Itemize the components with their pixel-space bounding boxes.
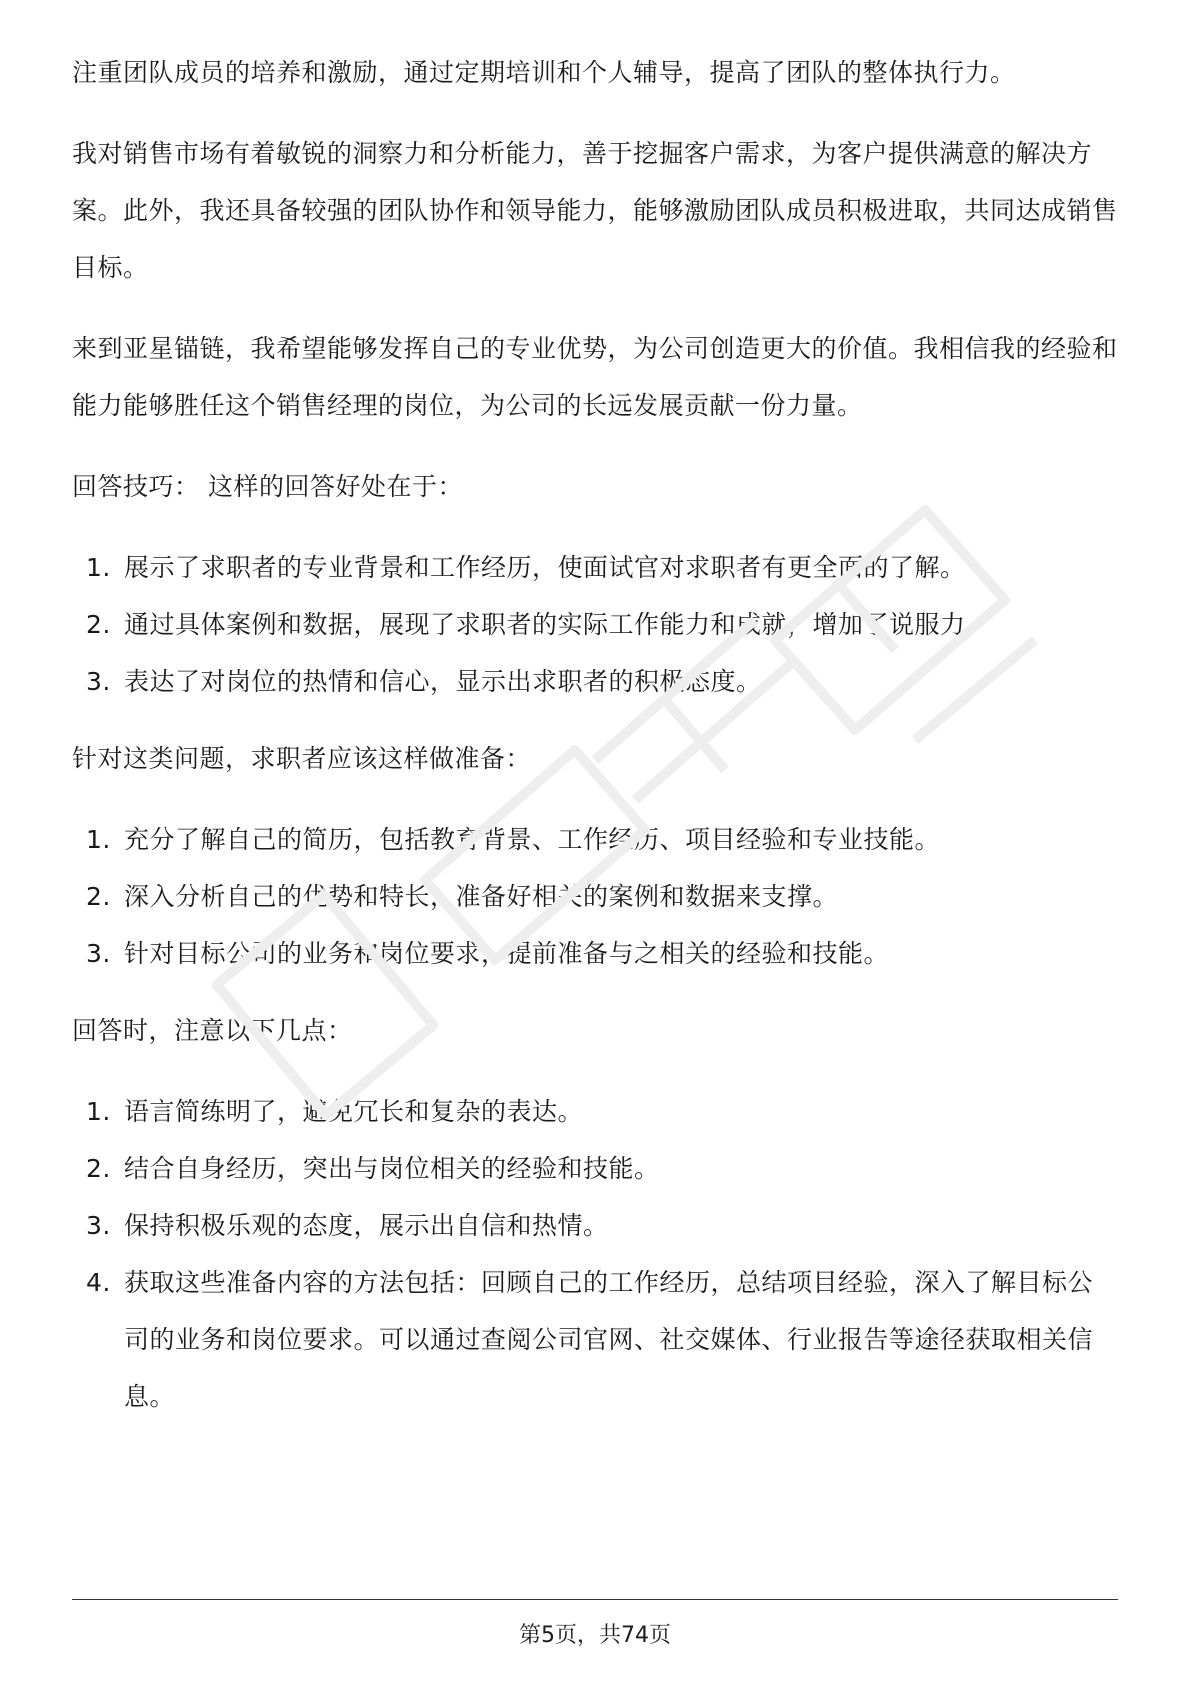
list-number: 4. bbox=[86, 1268, 111, 1297]
list-item bbox=[72, 811, 1118, 868]
footer-divider bbox=[72, 1599, 1118, 1600]
list-item bbox=[72, 868, 1118, 925]
list-item bbox=[72, 1254, 1118, 1425]
list-number: 1. bbox=[86, 825, 111, 854]
paragraph-team-development: 注重团队成员的培养和激励，通过定期培训和个人辅导，提高了团队的整体执行力。 bbox=[72, 58, 1016, 87]
notes-heading: 回答时，注意以下几点： bbox=[72, 1016, 353, 1045]
prep-list bbox=[72, 811, 1118, 982]
list-item-text: 获取这些准备内容的方法包括：回顾自己的工作经历，总结项目经验，深入了解目标公司的业务和岗位要求。可以通过查阅公司官网、社交媒体、行业报告等途径获取相关信息。 bbox=[124, 1268, 1094, 1411]
list-item-text: 语言简练明了，避免冗长和复杂的表达。 bbox=[124, 1097, 584, 1126]
page-number: 第5页，共74页 bbox=[519, 1623, 671, 1648]
list-item bbox=[72, 1083, 1118, 1140]
list-number: 3. bbox=[86, 1211, 111, 1240]
list-item bbox=[72, 539, 1118, 596]
list-item bbox=[72, 925, 1118, 982]
list-item-text: 针对目标公司的业务和岗位要求，提前准备与之相关的经验和技能。 bbox=[124, 939, 890, 968]
list-number: 3. bbox=[86, 939, 111, 968]
list-number: 1. bbox=[86, 553, 111, 582]
paragraph-motivation: 来到亚星锚链，我希望能够发挥自己的专业优势，为公司创造更大的价值。我相信我的经验和能力能够胜任这个销售经理的岗位，为公司的长远发展贡献一份力量。 bbox=[72, 334, 1118, 420]
list-item bbox=[72, 1197, 1118, 1254]
list-item bbox=[72, 653, 1118, 710]
list-item-text: 表达了对岗位的热情和信心，显示出求职者的积极态度。 bbox=[124, 667, 762, 696]
list-number: 2. bbox=[86, 882, 111, 911]
list-item bbox=[72, 596, 1118, 653]
list-item bbox=[72, 1140, 1118, 1197]
list-item-text: 充分了解自己的简历，包括教育背景、工作经历、项目经验和专业技能。 bbox=[124, 825, 941, 854]
prep-heading: 针对这类问题，求职者应该这样做准备： bbox=[72, 744, 532, 773]
tips-list bbox=[72, 539, 1118, 710]
notes-list bbox=[72, 1083, 1118, 1425]
list-number: 1. bbox=[86, 1097, 111, 1126]
list-item-text: 保持积极乐观的态度，展示出自信和热情。 bbox=[124, 1211, 609, 1240]
list-number: 2. bbox=[86, 1154, 111, 1183]
tips-heading: 回答技巧： 这样的回答好处在于： bbox=[72, 472, 463, 501]
list-number: 3. bbox=[86, 667, 111, 696]
list-item-text: 深入分析自己的优势和特长，准备好相关的案例和数据来支撑。 bbox=[124, 882, 839, 911]
list-item-text: 通过具体案例和数据，展现了求职者的实际工作能力和成就，增加了说服力。 bbox=[124, 610, 992, 639]
list-number: 2. bbox=[86, 610, 111, 639]
list-item-text: 展示了求职者的专业背景和工作经历，使面试官对求职者有更全面的了解。 bbox=[124, 553, 966, 582]
paragraph-market-insight: 我对销售市场有着敏锐的洞察力和分析能力，善于挖掘客户需求，为客户提供满意的解决方案。此外，我还具备较强的团队协作和领导能力，能够激励团队成员积极进取，共同达成销售目标。 bbox=[72, 139, 1118, 282]
list-item-text: 结合自身经历，突出与岗位相关的经验和技能。 bbox=[124, 1154, 660, 1183]
document-body bbox=[72, 44, 1118, 1445]
